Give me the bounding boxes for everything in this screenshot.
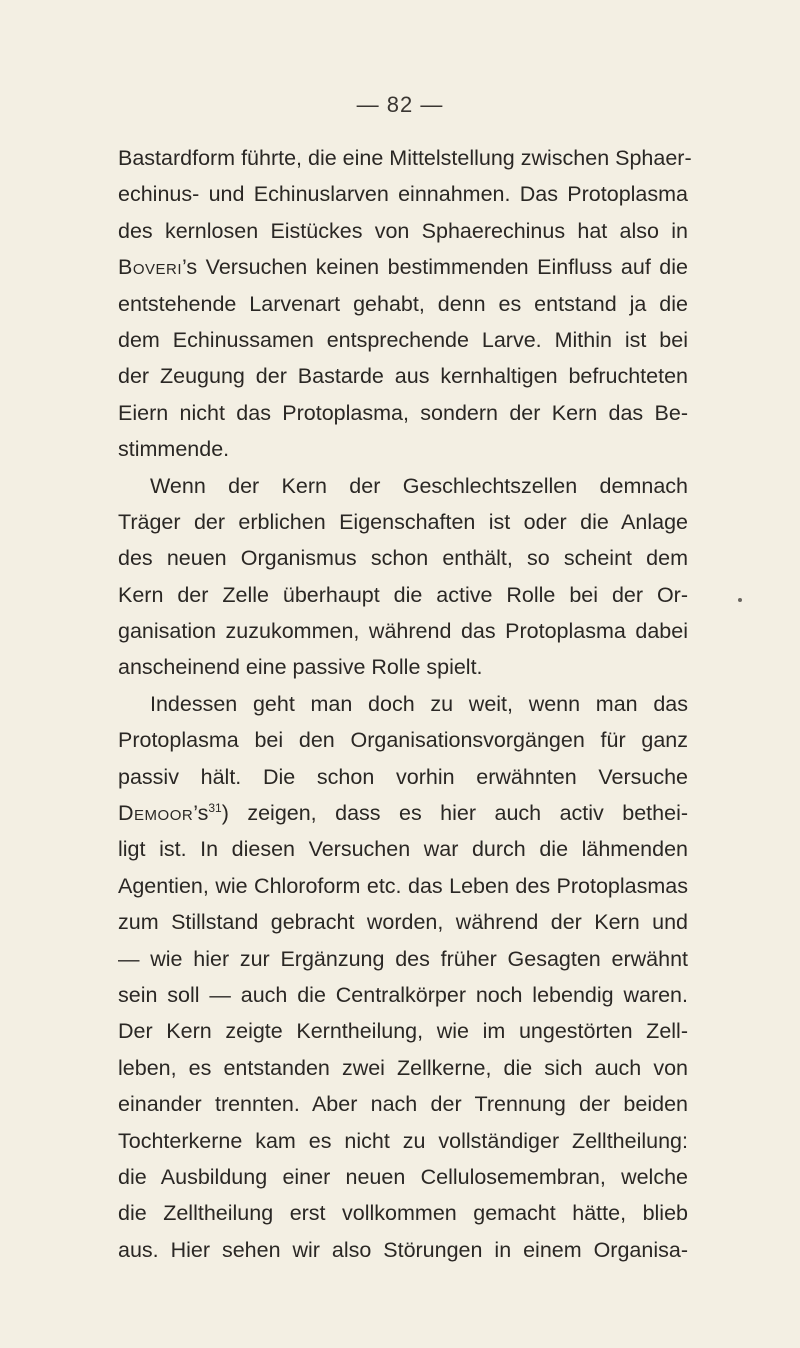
text-run: ’s [193, 801, 209, 826]
text-line: einander trennten. Aber nach der Trennung der beiden [118, 1092, 688, 1117]
text-line: aus. Hier sehen wir also Störungen in einem Organisa- [118, 1237, 688, 1262]
text-line: Indessen geht man doch zu weit, wenn man das [150, 691, 688, 716]
text-line [118, 249, 688, 285]
text-line: Kern der Zelle überhaupt die active Rolle bei der Or- [118, 582, 688, 607]
text-line: ganisation zuzukommen, während das Protoplasma dabei [118, 619, 688, 644]
author-name-demoor: Demoor [118, 801, 194, 826]
text-line: zum Stillstand gebracht worden, während der Kern und [118, 910, 688, 935]
text-line: Eiern nicht das Protoplasma, sondern der Kern das Be- [118, 400, 688, 425]
footnote-reference[interactable]: 31 [208, 801, 222, 816]
text-line: Agentien, wie Chloroform etc. das Leben des Protoplasmas [118, 873, 688, 898]
text-line [118, 795, 688, 831]
text-line: Bastardform führte, die eine Mittelstellung zwischen Sphaer- [118, 146, 692, 170]
text-line: anscheinend eine passive Rolle spielt. [118, 655, 483, 680]
text-line: Der Kern zeigte Kerntheilung, wie im ungestörten Zell- [118, 1019, 688, 1044]
text-line: leben, es entstanden zwei Zellkerne, die sich auch von [118, 1055, 688, 1080]
text-line: Wenn der Kern der Geschlechtszellen demnach [150, 473, 688, 498]
text-line: Protoplasma bei den Organisationsvorgängen für ganz [118, 728, 688, 753]
text-line: stimmende. [118, 437, 230, 462]
margin-mark [738, 598, 742, 602]
text-run: ’s Versuchen keinen bestimmenden Einfluss auf die [182, 255, 688, 280]
text-line: die Ausbildung einer neuen Cellulosemembran, welche [118, 1164, 688, 1189]
body-text [118, 140, 692, 1268]
text-line: entstehende Larvenart gehabt, denn es entstand ja die [118, 291, 688, 316]
text-line: dem Echinussamen entsprechende Larve. Mithin ist bei [118, 327, 688, 352]
text-line: Tochterkerne kam es nicht zu vollständiger Zelltheilung: [118, 1128, 688, 1153]
text-line: der Zeugung der Bastarde aus kernhaltigen befruchteten [118, 364, 688, 389]
text-line: Träger der erblichen Eigenschaften ist oder die Anlage [118, 509, 688, 534]
text-line: ligt ist. In diesen Versuchen war durch die lähmenden [118, 837, 688, 862]
author-name-boveri: Boveri [118, 255, 183, 280]
text-line: passiv hält. Die schon vorhin erwähnten Versuche [118, 764, 688, 789]
text-line: des kernlosen Eistückes von Sphaerechinus hat also in [118, 218, 688, 243]
text-line: die Zelltheilung erst vollkommen gemacht hätte, blieb [118, 1201, 688, 1226]
text-run: ) zeigen, dass es hier auch activ bethei- [221, 801, 688, 826]
text-line: echinus- und Echinuslarven einnahmen. Das Protoplasma [118, 182, 688, 207]
page-number: — 82 — [356, 92, 444, 117]
text-line: des neuen Organismus schon enthält, so scheint dem [118, 546, 688, 571]
text-line: sein soll — auch die Centralkörper noch lebendig waren. [118, 982, 688, 1007]
text-line: — wie hier zur Ergänzung des früher Gesagten erwähnt [118, 946, 688, 971]
